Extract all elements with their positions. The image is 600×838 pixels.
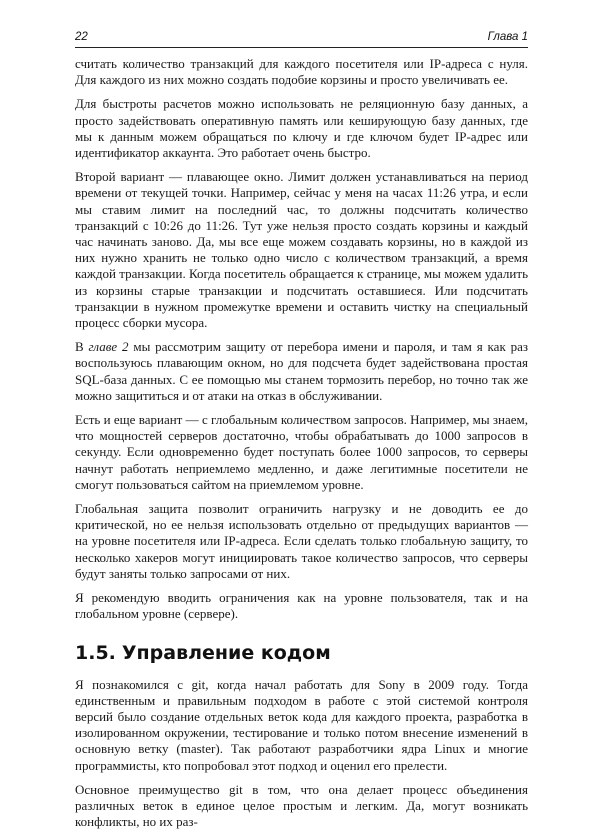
chapter-title: Глава 1 <box>487 31 528 43</box>
paragraph: Основное преимущество git в том, что она делает процесс объединения различных веток в единое целое простым и легким. Да, могут возникать конфликты, но их раз- <box>75 781 528 830</box>
page-number: 22 <box>75 31 88 43</box>
paragraph-suffix: мы рассмотрим защиту от перебора имени и пароля, и там я как раз воспользуюсь плавающим окном, но для подсчета будет задействована простая SQL-база данных. С ее помощью мы станем тормозить перебор, но точно так же можно защититься и от атаки на отказ в обслуживании. <box>75 339 529 403</box>
header-rule <box>75 47 528 48</box>
paragraph-with-reference <box>75 339 528 404</box>
chapter-reference: главе 2 <box>88 339 129 355</box>
paragraph: Второй вариант — плавающее окно. Лимит должен устанавливаться на период времени от текущей точки. Например, сейчас у меня на часах 11:26 утра, и если мы ставим лимит на последний час, то должны подсчитать количество транзакций с 10:26 до 11:26. Тут уже нельзя просто создать корзины и каждый час начинать заново. Да, мы все еще можем создавать корзины, но в каждой из них нужно хранить не только одно число с количеством транзакций, а время каждой транзакции. Когда посетитель обращается к странице, мы можем удалить из корзины старые транзакции и подсчитать оставшиеся. Или подсчитать транзакции в нужном промежутке времени и оставить чистку на специальный процесс сборки мусора. <box>75 169 528 331</box>
paragraph: Я рекомендую вводить ограничения как на уровне пользователя, так и на глобальном уровне (сервере). <box>75 590 528 622</box>
section-heading <box>75 641 528 665</box>
paragraph: Глобальная защита позволит ограничить нагрузку и не доводить ее до критической, но ее нельзя использовать отдельно от предыдущих вариантов — на уровне посетителя или IP-адреса. Если сделать только глобальную защиту, то несколько хакеров могут инициировать такое количество запросов, что серверы будут заняты только запросами от них. <box>75 501 528 581</box>
paragraph: Я познакомился с git, когда начал работать для Sony в 2009 году. Тогда единственным и правильным подходом в работе с этой системой контроля версий было создание отдельных веток кода для каждого проекта, разработка в изолированном окружении, тестирование и только потом внесение изменений в основную ветку (master). Так работают разработчики ядра Linux и многие программисты, кто попробовал этот подход и оценил его прелести. <box>75 676 528 773</box>
paragraph: считать количество транзакций для каждого посетителя или IP-адреса с нуля. Для каждого из них можно создать подобие корзины и просто увеличивать ее. <box>75 56 528 88</box>
paragraph-prefix: В <box>75 339 89 355</box>
section-title: Управление кодом <box>121 641 331 664</box>
page-body <box>75 56 528 838</box>
paragraph: Есть и еще вариант — с глобальным количеством запросов. Например, мы знаем, что мощностей серверов достаточно, чтобы обрабатывать до 1000 запросов в секунду. Если одновременно будет поступать более 1000 запросов, то серверы начнут работать неприемлемо медленно, и даже легитимные посетители не смогут пользоваться сайтом на приемлемом уровне. <box>75 412 528 492</box>
section-number: 1.5. <box>75 641 116 664</box>
paragraph: Для быстроты расчетов можно использовать не реляционную базу данных, а просто задействовать оперативную память или кеширующую базу данных, где мы к данным можем обращаться по ключу и где ключом будет IP-адрес или идентификатор аккаунта. Это работает очень быстро. <box>75 96 528 161</box>
running-head <box>75 31 528 47</box>
